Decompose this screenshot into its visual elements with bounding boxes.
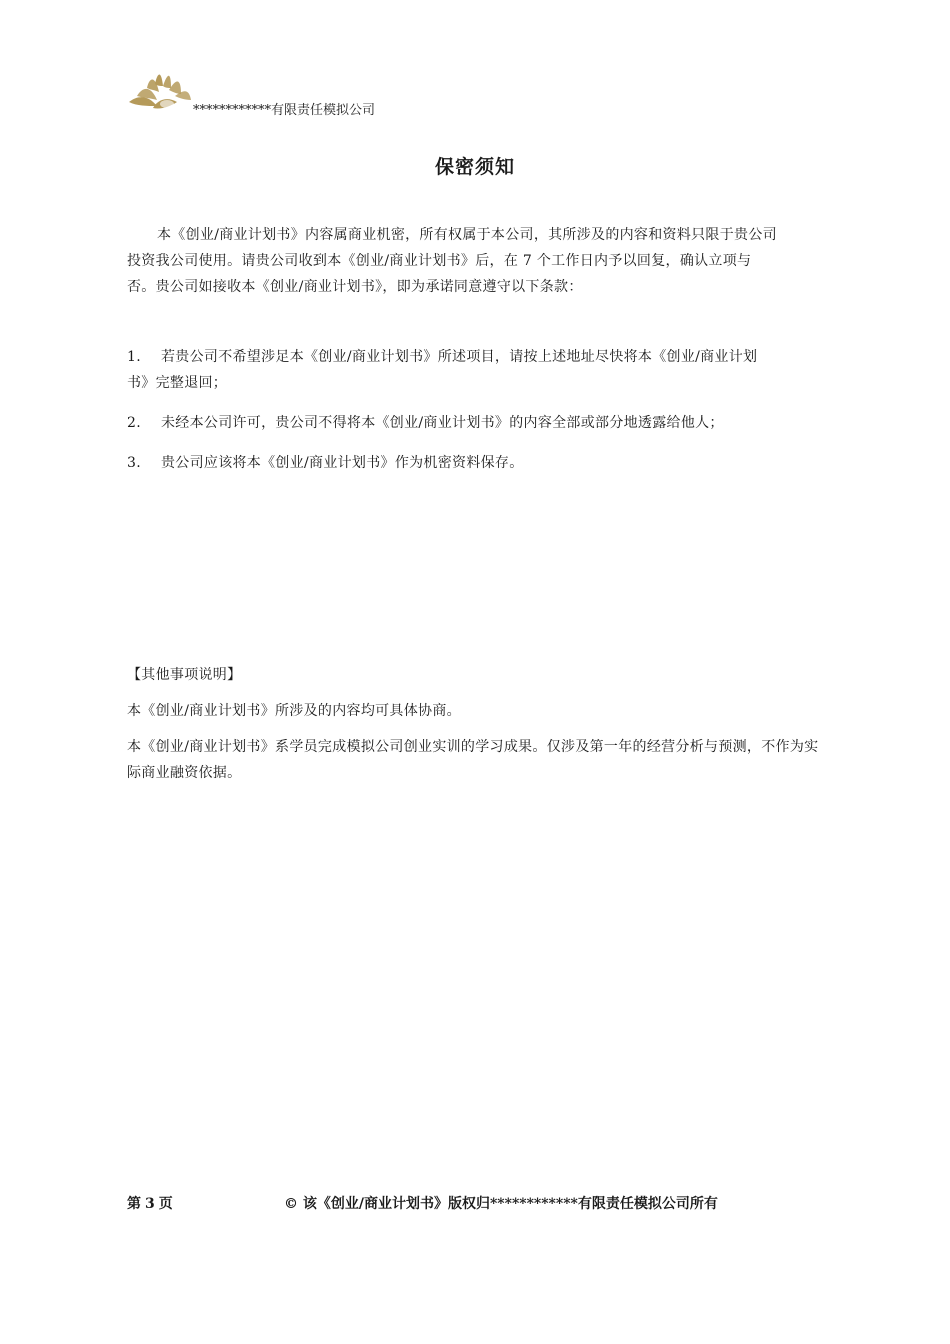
other-notes-paragraph: 本《创业/商业计划书》系学员完成模拟公司创业实训的学习成果。仅涉及第一年的经营分析与预测，不作为实际商业融资依据。 <box>127 739 819 781</box>
term-item <box>127 344 777 396</box>
copyright-notice: © 该《创业/商业计划书》版权归************有限责任模拟公司所有 <box>284 1196 718 1212</box>
other-notes-heading: 【其他事项说明】 <box>127 667 242 683</box>
other-notes-paragraph: 本《创业/商业计划书》所涉及的内容均可具体协商。 <box>127 703 461 719</box>
intro-paragraph: 本《创业/商业计划书》内容属商业机密，所有权属于本公司，其所涉及的内容和资料只限于贵公司投资我公司使用。请贵公司收到本《创业/商业计划书》后，在 7 个工作日内予以回复，确认立项与否。贵公司如接收本《创业/商业计划书》，即为承诺同意遵守以下条款： <box>127 227 777 295</box>
term-number: 2. <box>127 415 141 431</box>
terms-list <box>127 344 777 490</box>
term-item <box>127 410 777 436</box>
term-text: 若贵公司不希望涉足本《创业/商业计划书》所述项目，请按上述地址尽快将本《创业/商业计划书》完整退回； <box>127 349 758 391</box>
term-number: 1. <box>127 349 141 365</box>
term-text: 未经本公司许可，贵公司不得将本《创业/商业计划书》的内容全部或部分地透露给他人； <box>161 415 724 431</box>
page-prefix: 第 <box>127 1196 141 1212</box>
page-header <box>127 66 547 116</box>
page-number-value: 3 <box>145 1196 155 1212</box>
term-item <box>127 450 777 476</box>
page-number <box>127 1193 173 1213</box>
company-name: ************有限责任模拟公司 <box>193 103 376 118</box>
other-notes-section <box>127 662 827 796</box>
term-text: 贵公司应该将本《创业/商业计划书》作为机密资料保存。 <box>161 455 524 471</box>
term-number: 3. <box>127 455 141 471</box>
page-suffix: 页 <box>158 1196 173 1212</box>
lotus-logo-icon <box>127 66 193 114</box>
page-title: 保密须知 <box>434 156 515 178</box>
